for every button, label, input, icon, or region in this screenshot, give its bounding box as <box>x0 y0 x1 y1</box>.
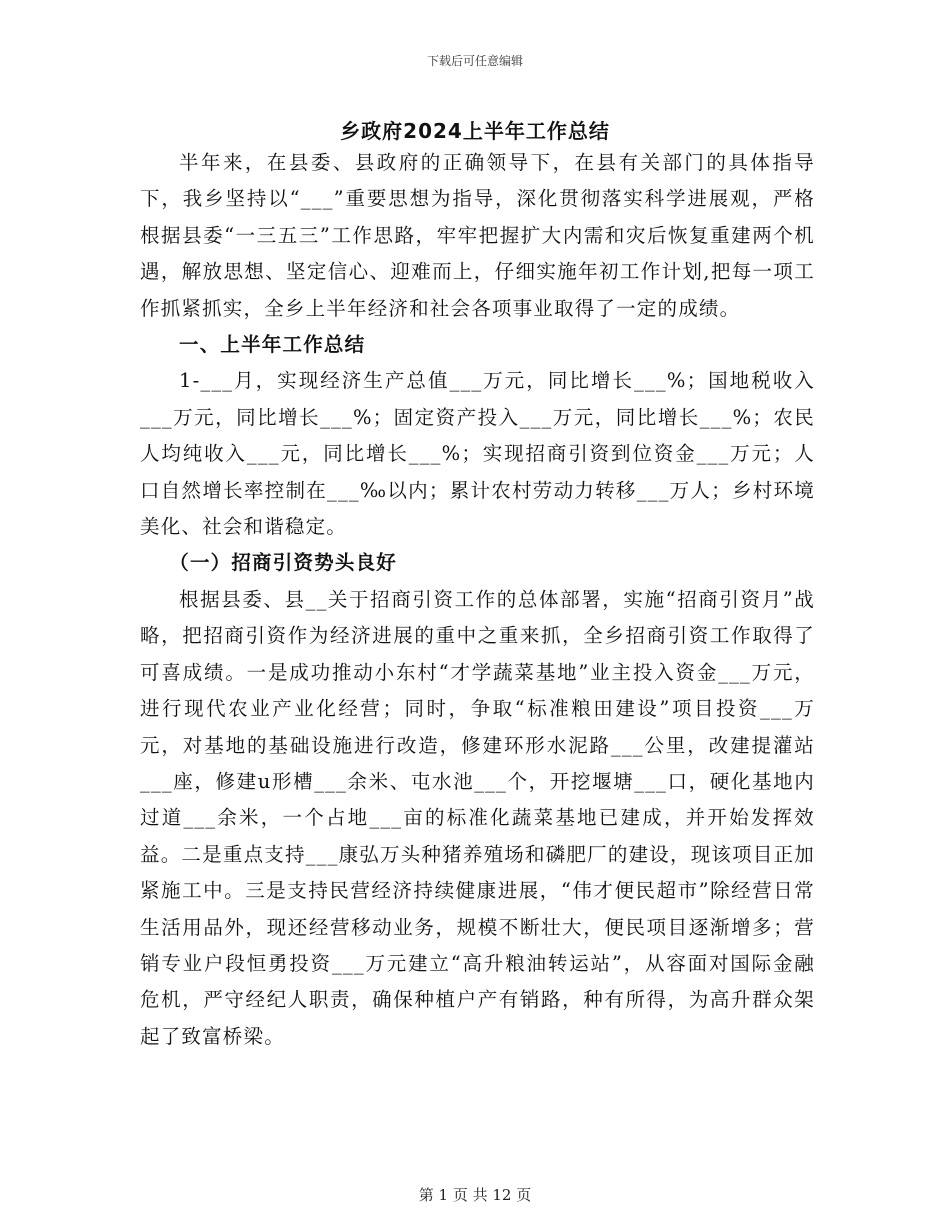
subsection-heading: （一）招商引资势头良好 <box>169 551 397 575</box>
document-title: 乡政府2024上半年工作总结 <box>340 119 610 143</box>
header-note: 下载后可任意编辑 <box>426 54 523 68</box>
section-heading: 一、上半年工作总结 <box>179 333 366 357</box>
page-number: 第 1 页 共 12 页 <box>418 1186 532 1204</box>
intro-paragraph: 半年来，在县委、县政府的正确领导下，在县有关部门的具体指导下，我乡坚持以“___”重要思想为指导，深化贯彻落实科学进展观，严格根据县委“一三五三”工作思路，牢牢把握扩大内需和灾后恢复重建两个机遇，解放思想、坚定信心、迎难而上，仔细实施年初工作计划,把每一项工作抓紧抓实，全乡上半年经济和社会各项事业取得了一定的成绩。 <box>140 151 815 320</box>
document-body <box>140 145 815 1055</box>
summary-paragraph: 1-___月，实现经济生产总值___万元，同比增长___%；国地税收入___万元，同比增长___%；固定资产投入___万元，同比增长___%；农民人均纯收入___元，同比增长___%；实现招商引资到位资金___万元；人口自然增长率控制在___‰以内；累计农村劳动力转移___万人；乡村环境美化、社会和谐稳定。 <box>140 369 815 539</box>
investment-paragraph: 根据县委、县__关于招商引资工作的总体部署，实施“招商引资月”战略，把招商引资作为经济进展的重中之重来抓，全乡招商引资工作取得了可喜成绩。一是成功推动小东村“才学蔬菜基地”业主投入资金___万元，进行现代农业产业化经营；同时，争取“标准粮田建设”项目投资___万元，对基地的基础设施进行改造，修建环形水泥路___公里，改建提灌站___座，修建u形槽___余米、屯水池___个，开挖堰塘___口，硬化基地内过道___余米，一个占地___亩的标准化蔬菜基地已建成，并开始发挥效益。二是重点支持___康弘万头种猪养殖场和磷肥厂的建设，现该项目正加紧施工中。三是支持民营经济持续健康进展，“伟才便民超市”除经营日常生活用品外，现还经营移动业务，规模不断壮大，便民项目逐渐增多；营销专业户段恒勇投资___万元建立“高升粮油转运站”，从容面对国际金融危机，严守经纪人职责，确保种植户产有销路，种有所得，为高升群众架起了致富桥梁。 <box>140 587 815 1048</box>
